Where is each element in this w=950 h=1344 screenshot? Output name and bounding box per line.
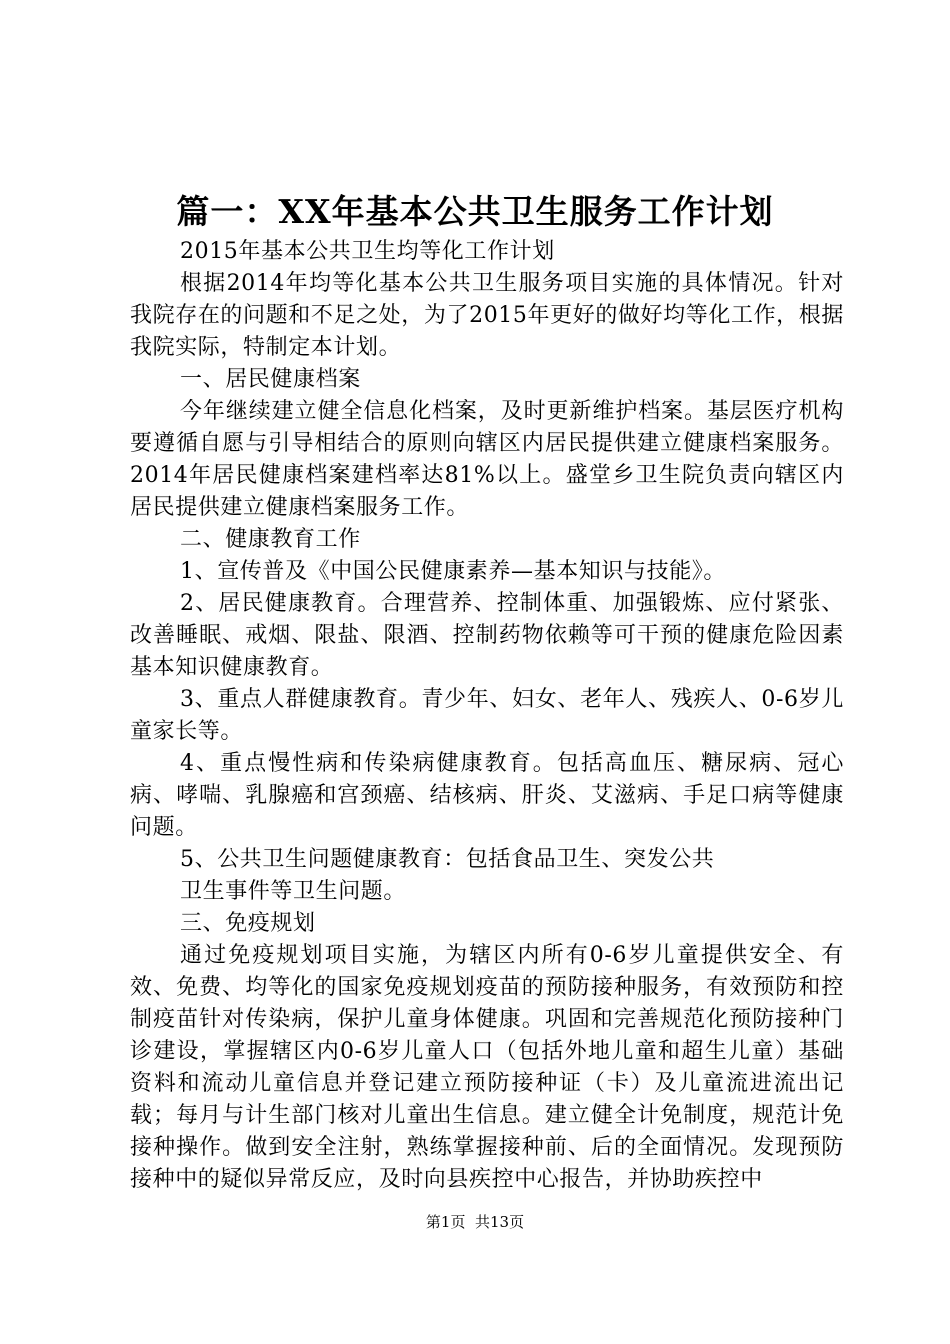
health-education-item-5-continued: 卫生事件等卫生问题。 [180, 879, 407, 904]
health-education-item-2: 2、居民健康教育。合理营养、控制体重、加强锻炼、应付紧张、改善睡眠、戒烟、限盐、限酒、控制药物依赖等可干预的健康危险因素基本知识健康教育。 [130, 591, 844, 680]
section-heading-health-education: 二、健康教育工作 [180, 527, 361, 552]
document-body [130, 236, 844, 1196]
intro-paragraph: 根据2014年均等化基本公共卫生服务项目实施的具体情况。针对我院存在的问题和不足之处，为了2015年更好的做好均等化工作，根据我院实际，特制定本计划。 [130, 271, 844, 360]
document-title: 篇一：XX年基本公共卫生服务工作计划 [176, 192, 774, 231]
immunization-paragraph: 通过免疫规划项目实施，为辖区内所有0-6岁儿童提供安全、有效、免费、均等化的国家免疫规划疫苗的预防接种服务，有效预防和控制疫苗针对传染病，保护儿童身体健康。巩固和完善规范化预防接种门诊建设，掌握辖区内0-6岁儿童人口（包括外地儿童和超生儿童）基础资料和流动儿童信息并登记建立预防接种证（卡）及儿童流进流出记载；每月与计生部门核对儿童出生信息。建立健全计免制度，规范计免接种操作。做到安全注射，熟练掌握接种前、后的全面情况。发现预防接种中的疑似异常反应，及时向县疾控中心报告，并协助疾控中 [130, 943, 844, 1192]
health-education-item-1: 1、宣传普及《中国公民健康素养—基本知识与技能》。 [180, 559, 726, 584]
section-heading-immunization: 三、免疫规划 [180, 911, 316, 936]
page-total: 共13页 [475, 1213, 525, 1231]
health-records-paragraph: 今年继续建立健全信息化档案，及时更新维护档案。基层医疗机构要遵循自愿与引导相结合的原则向辖区内居民提供建立健康档案服务。2014年居民健康档案建档率达81%以上。盛堂乡卫生院负责向辖区内居民提供建立健康档案服务工作。 [130, 399, 844, 520]
page-number: 第1页 [425, 1213, 466, 1231]
page-footer [0, 1212, 950, 1232]
health-education-item-3: 3、重点人群健康教育。青少年、妇女、老年人、残疾人、0-6岁儿童家长等。 [130, 687, 844, 744]
health-education-item-4: 4、重点慢性病和传染病健康教育。包括高血压、糖尿病、冠心病、哮喘、乳腺癌和宫颈癌、结核病、肝炎、艾滋病、手足口病等健康问题。 [130, 751, 844, 840]
health-education-item-5: 5、公共卫生问题健康教育：包括食品卫生、突发公共 [180, 847, 715, 872]
section-heading-health-records: 一、居民健康档案 [180, 367, 361, 392]
plan-subtitle: 2015年基本公共卫生均等化工作计划 [180, 239, 555, 264]
